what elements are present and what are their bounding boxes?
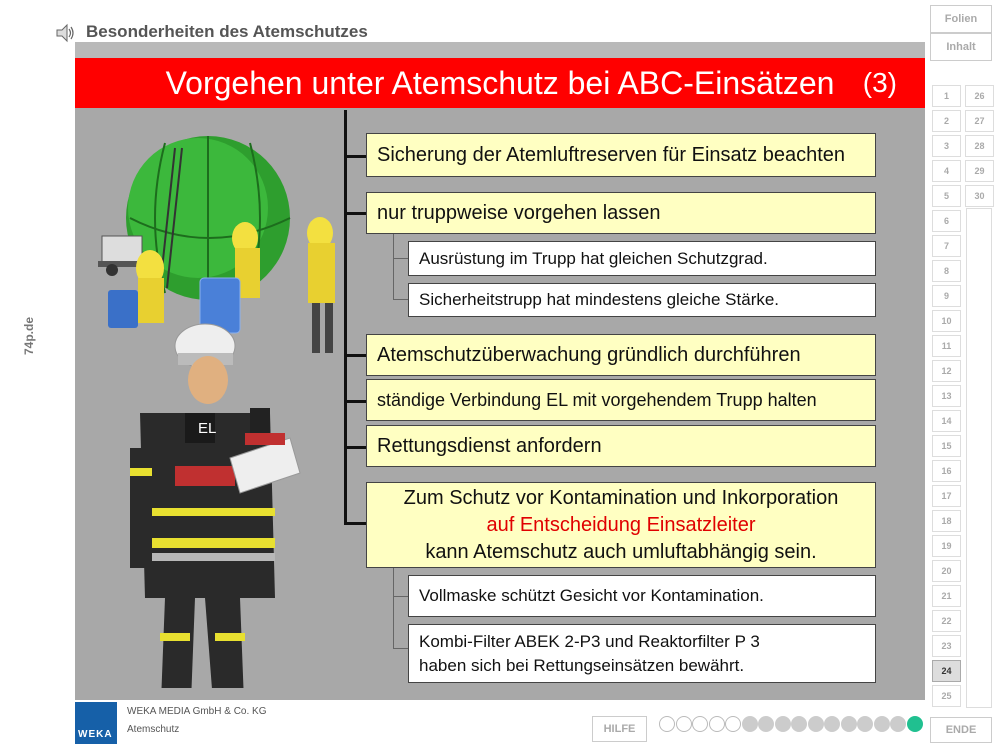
item-text: nur truppweise vorgehen lassen (377, 201, 661, 224)
slide-link-29[interactable]: 29 (965, 160, 994, 182)
header-divider (75, 42, 925, 58)
item-text-line: Kombi-Filter ABEK 2-P3 und Reaktorfilter P 3 (419, 631, 760, 651)
logo-text: WEKA (78, 729, 113, 740)
progress-dot (791, 716, 807, 732)
progress-dot (742, 716, 758, 732)
item-rettungsdienst (366, 425, 876, 467)
tree-branch (344, 400, 366, 403)
slide-link-19[interactable]: 19 (932, 535, 961, 557)
item-text-line: kann Atemschutz auch umluftabhängig sein. (425, 540, 817, 563)
item-ueberwachung (366, 334, 876, 376)
slide-link-27[interactable]: 27 (965, 110, 994, 132)
slide-link-12[interactable]: 12 (932, 360, 961, 382)
progress-dot (841, 716, 857, 732)
progress-dot (824, 716, 840, 732)
footer-company: WEKA MEDIA GmbH & Co. KG (127, 706, 267, 717)
subitem-vollmaske (408, 575, 876, 617)
slide-link-21[interactable]: 21 (932, 585, 961, 607)
tree-branch (344, 446, 366, 449)
slide-content (75, 108, 925, 700)
subtree-branch (393, 258, 408, 259)
tree-branch (344, 155, 366, 158)
tree-branch (344, 354, 366, 357)
slide-title: Vorgehen unter Atemschutz bei ABC-Einsätzen (165, 65, 835, 101)
slide-link-16[interactable]: 16 (932, 460, 961, 482)
item-text: Vollmaske schützt Gesicht vor Kontamination. (419, 586, 764, 605)
hilfe-button[interactable]: HILFE (592, 716, 647, 742)
subtree-branch (393, 648, 408, 649)
subtree-line (393, 568, 394, 648)
item-text-line: haben sich bei Rettungseinsätzen bewährt. (419, 655, 745, 675)
slide-link-24[interactable]: 24 (932, 660, 961, 682)
slide-link-5[interactable]: 5 (932, 185, 961, 207)
slide-link-28[interactable]: 28 (965, 135, 994, 157)
slide-link-11[interactable]: 11 (932, 335, 961, 357)
slide-link-15[interactable]: 15 (932, 435, 961, 457)
speaker-icon[interactable] (54, 22, 76, 44)
progress-dot (857, 716, 873, 732)
section-title: Besonderheiten des Atemschutzes (86, 22, 368, 41)
weka-logo (75, 702, 117, 744)
slide-title-number: (3) (862, 67, 897, 98)
progress-dot (758, 716, 774, 732)
subitem-kombifilter (408, 624, 876, 683)
slide-link-26[interactable]: 26 (965, 85, 994, 107)
nav-scrollbar[interactable] (966, 208, 992, 708)
subitem-ausruestung (408, 241, 876, 276)
progress-dot (659, 716, 675, 732)
slide-link-10[interactable]: 10 (932, 310, 961, 332)
item-text: Ausrüstung im Trupp hat gleichen Schutzgrad. (419, 248, 768, 268)
item-text: Rettungsdienst anfordern (377, 434, 602, 457)
slide-link-18[interactable]: 18 (932, 510, 961, 532)
slide-link-14[interactable]: 14 (932, 410, 961, 432)
subitem-sicherheitstrupp (408, 283, 876, 317)
item-verbindung (366, 379, 876, 421)
slide-link-3[interactable]: 3 (932, 135, 961, 157)
progress-dot (709, 716, 725, 732)
slide-link-1[interactable]: 1 (932, 85, 961, 107)
slide-link-9[interactable]: 9 (932, 285, 961, 307)
slide-link-25[interactable]: 25 (932, 685, 961, 707)
item-atemluftreserven (366, 133, 876, 177)
tree-trunk-line (344, 110, 347, 525)
item-text: Sicherung der Atemluftreserven für Einsatz beachten (377, 143, 846, 166)
subtree-branch (393, 596, 408, 597)
slide-title-bar (75, 58, 925, 108)
progress-dot (676, 716, 692, 732)
slide-link-8[interactable]: 8 (932, 260, 961, 282)
tree-branch (344, 212, 366, 215)
progress-dot (890, 716, 906, 732)
progress-dot (874, 716, 890, 732)
tree-branch (344, 522, 366, 525)
item-text-highlight: auf Entscheidung Einsatzleiter (486, 513, 756, 536)
firefighter-illustration (90, 128, 365, 688)
slide-link-20[interactable]: 20 (932, 560, 961, 582)
slide-link-4[interactable]: 4 (932, 160, 961, 182)
progress-dot (775, 716, 791, 732)
progress-dot (725, 716, 741, 732)
item-text: ständige Verbindung EL mit vorgehendem Trupp halten (377, 389, 817, 410)
item-kontamination (366, 482, 876, 568)
item-text: Sicherheitstrupp hat mindestens gleiche Stärke. (419, 290, 780, 309)
ende-button[interactable]: ENDE (930, 717, 992, 743)
slide-link-17[interactable]: 17 (932, 485, 961, 507)
el-badge: EL (198, 420, 217, 437)
progress-dot (692, 716, 708, 732)
slide-link-7[interactable]: 7 (932, 235, 961, 257)
item-text-line: Zum Schutz vor Kontamination und Inkorporation (403, 486, 839, 509)
progress-dot (808, 716, 824, 732)
slide-link-23[interactable]: 23 (932, 635, 961, 657)
footer-topic: Atemschutz (127, 724, 180, 735)
side-watermark: 74p.de (22, 316, 36, 355)
item-text: Atemschutzüberwachung gründlich durchführen (377, 343, 801, 366)
subtree-branch (393, 299, 408, 300)
progress-dot (907, 716, 923, 732)
item-truppweise (366, 192, 876, 234)
inhalt-button[interactable]: Inhalt (930, 33, 992, 61)
slide-link-30[interactable]: 30 (965, 185, 994, 207)
slide-link-22[interactable]: 22 (932, 610, 961, 632)
slide-link-13[interactable]: 13 (932, 385, 961, 407)
subtree-line (393, 233, 394, 300)
slide-link-6[interactable]: 6 (932, 210, 961, 232)
slide-link-2[interactable]: 2 (932, 110, 961, 132)
folien-button[interactable]: Folien (930, 5, 992, 33)
